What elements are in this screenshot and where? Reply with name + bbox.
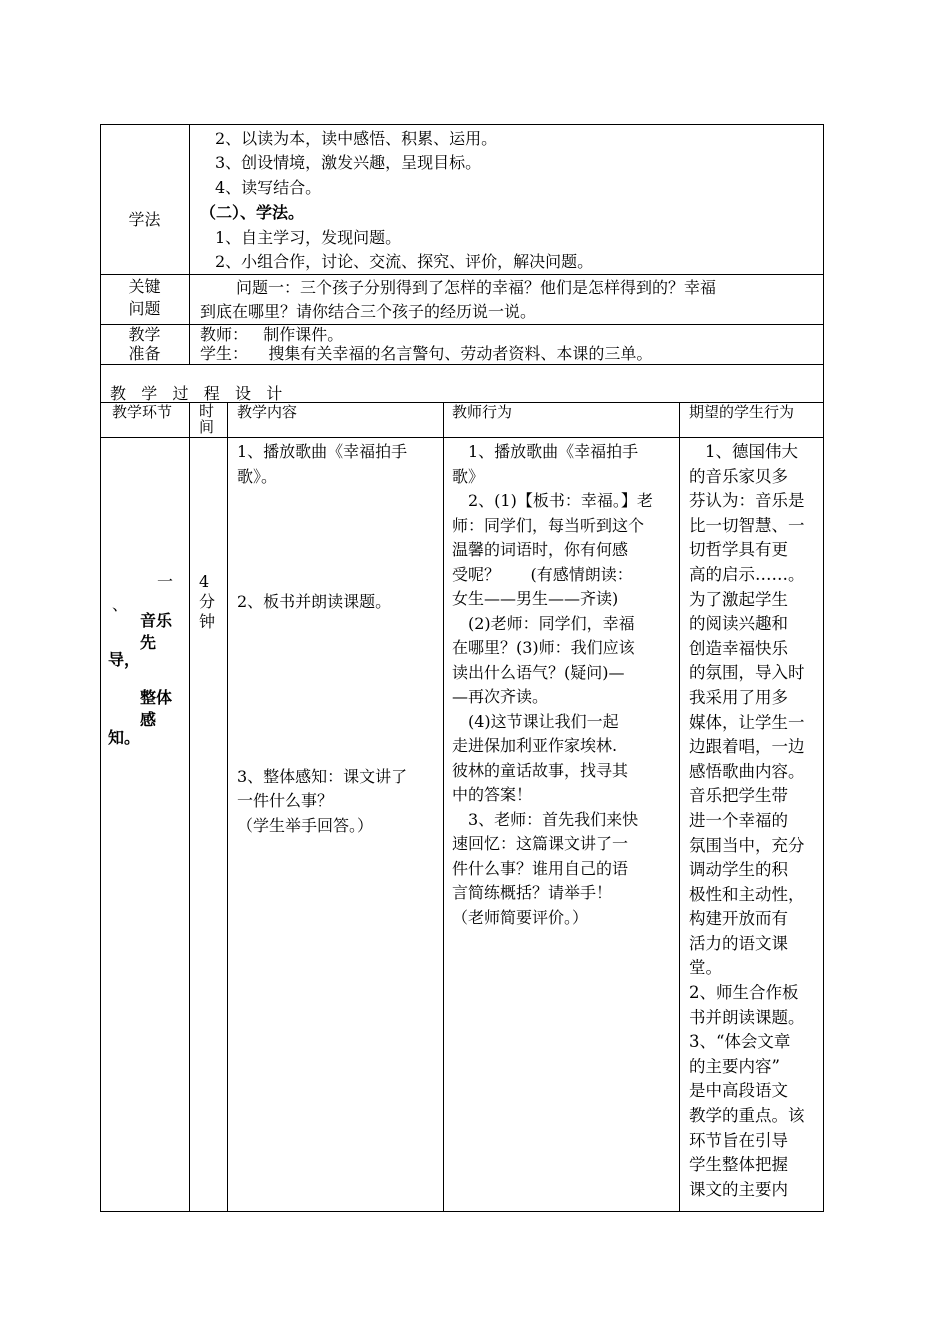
student-line: 书并朗读课题。 (689, 1007, 805, 1027)
content-3a: 3、整体感知：课文讲了 (237, 767, 408, 786)
xuefa-line-6: 2、小组合作，讨论、交流、探究、评价，解决问题。 (215, 252, 594, 271)
key-question-line-2: 到底在哪里？请你结合三个孩子的经历说一说。 (200, 302, 537, 321)
key-question-label-2: 问题 (128, 299, 161, 318)
row-divider-prep (100, 364, 824, 365)
teacher-line: 3、老师：首先我们来快 (468, 809, 639, 829)
process-table-bottom (100, 1211, 824, 1212)
teacher-line: 温馨的词语时，你有何感 (452, 540, 629, 559)
student-line: 的主要内容” (689, 1056, 780, 1076)
teacher-line: 在哪里？(3)师：我们应该 (452, 638, 635, 657)
student-line: 教学的重点。该 (689, 1106, 805, 1126)
student-line: 高的启示……。 (689, 564, 805, 584)
student-line: 1、德国伟大 (705, 442, 798, 461)
teacher-behavior-cell (452, 440, 674, 930)
student-line: 极性和主动性， (689, 884, 805, 904)
student-line: 的阅读兴趣和 (689, 614, 788, 634)
content-1a: 1、播放歌曲《幸福拍手 (237, 442, 408, 461)
header-content: 教学内容 (237, 403, 298, 421)
stage-4: 先 (140, 633, 157, 652)
stage-2: 、 (112, 595, 129, 614)
student-line: 创造幸福快乐 (689, 638, 788, 658)
student-line: 活力的语文课 (689, 933, 788, 953)
student-line: 环节旨在引导 (689, 1130, 788, 1150)
stage-7: 感 (140, 710, 157, 729)
xuefa-line-2: 3、创设情境，激发兴趣，呈现目标。 (215, 153, 482, 172)
teacher-line: 读出什么语气？(疑问)— (452, 662, 625, 682)
col-divider-content (443, 402, 444, 1212)
teacher-line: (4)这节课让我们一起 (468, 711, 619, 731)
student-line: 课文的主要内 (689, 1179, 788, 1199)
student-line: 边跟着唱，一边 (689, 737, 805, 757)
stage-6: 整体 (140, 688, 173, 707)
teacher-line: 师：同学们，每当听到这个 (452, 515, 645, 535)
student-line: 我采用了用多 (689, 687, 788, 707)
row-divider-xuefa (100, 274, 824, 275)
key-question-label-1: 关键 (128, 277, 161, 296)
student-line: 的氛围，导入时 (689, 663, 805, 683)
content-3b: 一件什么事？ (237, 791, 334, 810)
content-3c: （学生举手回答。） (237, 816, 374, 835)
teacher-line: 走进保加利亚作家埃林. (452, 736, 618, 755)
col-divider-stage (189, 402, 190, 1212)
header-time-1: 时 (199, 402, 215, 420)
student-line: 芬认为：音乐是 (689, 491, 805, 511)
content-2: 2、板书并朗读课题。 (237, 592, 392, 611)
prep-student: 学生： 搜集有关幸福的名言警句、劳动者资料、本课的三单。 (200, 344, 653, 363)
time-2: 分 (199, 592, 216, 611)
stage-8: 知。 (108, 728, 141, 747)
header-stage: 教学环节 (112, 403, 173, 421)
content-1b: 歌》。 (237, 467, 278, 486)
key-question-line-1: 问题一：三个孩子分别得到了怎样的幸福？他们是怎样得到的？幸福 (236, 278, 717, 297)
student-line: 堂。 (689, 958, 722, 978)
student-line: 3、“体会文章 (689, 1032, 791, 1052)
teacher-line: 彼林的童话故事，找寻其 (452, 760, 629, 780)
col-divider-time (227, 402, 228, 1212)
col-divider-teacher (679, 402, 680, 1212)
student-line: 为了激起学生 (689, 589, 788, 609)
student-line: 音乐把学生带 (689, 786, 788, 806)
prep-label-2: 准备 (128, 344, 161, 363)
student-line: 是中高段语文 (689, 1081, 788, 1101)
teacher-line: （老师简要评价。） (452, 907, 589, 927)
header-teacher: 教师行为 (452, 403, 513, 421)
teacher-line: 中的答案！ (452, 785, 533, 804)
teacher-line: (2)老师：同学们，幸福 (468, 613, 635, 633)
teacher-line: 件什么事？谁用自己的语 (452, 858, 629, 878)
header-time-2: 间 (199, 418, 215, 436)
prep-label-1: 教学 (128, 325, 161, 344)
student-line: 2、师生合作板 (689, 983, 799, 1003)
xuefa-line-1: 2、以读为本，读中感悟、积累、运用。 (215, 129, 498, 148)
student-line: 调动学生的积 (689, 860, 788, 880)
student-line: 的音乐家贝多 (689, 466, 788, 486)
prep-teacher: 教师： 制作课件。 (200, 325, 344, 344)
teacher-line: 1、播放歌曲《幸福拍手 (468, 442, 639, 461)
time-3: 钟 (199, 612, 216, 631)
xuefa-label: 学法 (128, 210, 161, 229)
student-line: 氛围当中，充分 (689, 835, 805, 855)
student-line: 感悟歌曲内容。 (689, 761, 805, 781)
header-student: 期望的学生行为 (689, 403, 795, 421)
stage-5: 导， (108, 650, 141, 669)
student-line: 学生整体把握 (689, 1155, 788, 1175)
student-behavior-cell (689, 440, 819, 1202)
student-line: 构建开放而有 (689, 909, 788, 929)
teacher-line: —再次齐读。 (452, 687, 549, 706)
upper-table-right-border (823, 124, 824, 1212)
xuefa-line-3: 4、读写结合。 (215, 178, 322, 197)
stage-3: 音乐 (140, 611, 173, 630)
teacher-line: 2、(1)【板书：幸福。】老 (468, 491, 653, 510)
upper-table-top-border (100, 124, 824, 125)
time-1: 4 (199, 572, 210, 591)
stage-1: 一 (157, 572, 174, 591)
xuefa-section-heading: （二）、学法。 (200, 203, 305, 222)
teacher-line: 速回忆：这篇课文讲了一 (452, 834, 629, 853)
teacher-line: 受呢？ (有感情朗读： (452, 564, 633, 584)
upper-label-divider (189, 124, 190, 364)
teacher-line: 女生——男生——齐读) (452, 589, 619, 608)
process-title: 教 学 过 程 设 计 (110, 384, 283, 403)
teacher-line: 歌》 (452, 466, 485, 486)
student-line: 媒体，让学生一 (689, 712, 805, 732)
teacher-line: 言简练概括？请举手！ (452, 883, 613, 902)
student-line: 进一个幸福的 (689, 810, 788, 830)
student-line: 比一切智慧、一 (689, 515, 805, 535)
xuefa-line-5: 1、自主学习，发现问题。 (215, 228, 402, 247)
student-line: 切哲学具有更 (689, 540, 788, 560)
process-header-bottom (100, 437, 824, 438)
